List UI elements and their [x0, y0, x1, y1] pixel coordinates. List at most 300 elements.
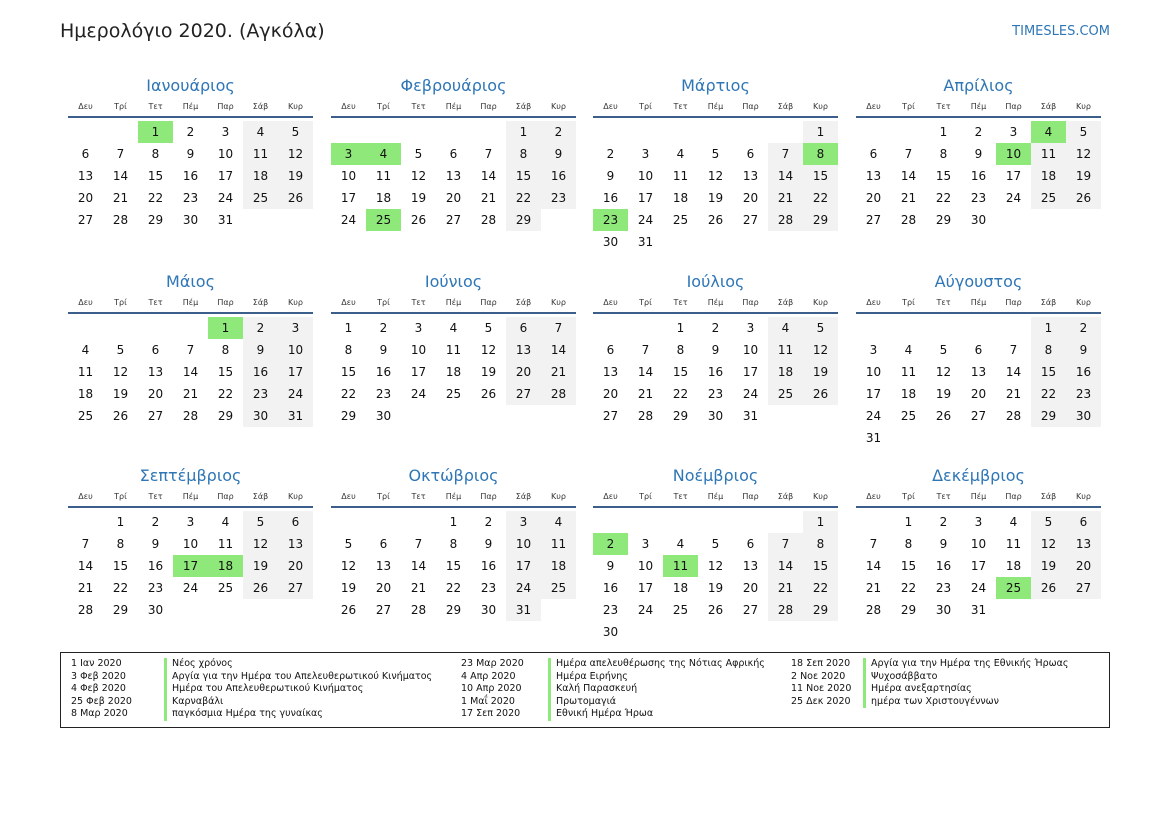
day-cell: 28 [182, 409, 199, 423]
day-cell: 25 [541, 577, 576, 599]
weekday-label: Δευ [78, 298, 93, 307]
day-cell: 11 [672, 169, 689, 183]
empty-cell [663, 121, 698, 143]
day-cell: 6 [746, 147, 755, 161]
day-cell: 1 [803, 121, 838, 143]
weekday-label: Κυρ [288, 492, 303, 501]
day-cell: 9 [243, 339, 278, 361]
empty-cell [331, 511, 366, 533]
day-cell: 18 [768, 361, 803, 383]
holiday-name: Αργία για την Ημέρα του Απελευθερωτικού Κινήματος [164, 671, 432, 684]
day-cell: 19 [112, 387, 129, 401]
empty-cell [366, 121, 401, 143]
day-cell: 27 [742, 213, 759, 227]
day-cell: 10 [742, 343, 759, 357]
day-cell: 20 [1066, 555, 1101, 577]
day-cell: 9 [606, 559, 615, 573]
day-cell: 19 [1066, 165, 1101, 187]
empty-cell [926, 317, 961, 339]
day-cell: 28 [77, 603, 94, 617]
holiday-day: 1 [138, 121, 173, 143]
day-cell: 17 [217, 169, 234, 183]
month-name: Σεπτέμβριος [139, 466, 242, 485]
day-cell: 7 [869, 537, 878, 551]
day-cell: 5 [278, 121, 313, 143]
days-grid [331, 121, 576, 231]
day-cell: 18 [900, 387, 917, 401]
day-cell: 21 [900, 191, 917, 205]
day-cell: 1 [904, 515, 913, 529]
day-cell: 11 [541, 533, 576, 555]
weekday-label: Πέμ [182, 298, 199, 307]
day-cell: 3 [641, 537, 650, 551]
day-cell: 11 [375, 169, 392, 183]
day-cell: 4 [221, 515, 230, 529]
day-cell: 3 [641, 147, 650, 161]
days-grid [593, 121, 838, 253]
empty-cell [593, 121, 628, 143]
day-cell: 26 [707, 603, 724, 617]
weekday-label: Πέμ [182, 492, 199, 501]
day-cell: 21 [112, 191, 129, 205]
empty-cell [628, 511, 663, 533]
empty-cell [68, 317, 103, 339]
day-cell: 20 [602, 387, 619, 401]
days-grid [331, 317, 576, 427]
empty-cell [593, 511, 628, 533]
weekday-label: Τετ [936, 298, 951, 307]
day-cell: 12 [1066, 143, 1101, 165]
day-cell: 29 [803, 599, 838, 621]
month-block [331, 467, 576, 621]
day-cell: 17 [506, 555, 541, 577]
day-cell: 30 [970, 213, 987, 227]
weekday-label: Τετ [411, 492, 426, 501]
weekday-header [856, 488, 1101, 508]
day-cell: 26 [112, 409, 129, 423]
month-name: Ιανουάριος [146, 76, 235, 95]
day-cell: 13 [506, 339, 541, 361]
empty-cell [856, 317, 891, 339]
empty-cell [366, 511, 401, 533]
day-cell: 19 [480, 365, 497, 379]
day-cell: 4 [768, 317, 803, 339]
day-cell: 8 [1031, 339, 1066, 361]
day-cell: 29 [935, 213, 952, 227]
day-cell: 29 [803, 209, 838, 231]
day-cell: 14 [541, 339, 576, 361]
day-cell: 30 [480, 603, 497, 617]
weekday-label: Δευ [341, 492, 356, 501]
day-cell: 10 [217, 147, 234, 161]
weekday-label: Παρ [1005, 102, 1022, 111]
day-cell: 31 [742, 409, 759, 423]
day-cell: 30 [182, 213, 199, 227]
day-cell: 6 [506, 317, 541, 339]
month-name: Απρίλιος [943, 76, 1014, 95]
weekday-label: Παρ [480, 298, 497, 307]
day-cell: 20 [865, 191, 882, 205]
day-cell: 5 [711, 537, 720, 551]
holiday-name: Πρωτομαγιά [548, 696, 616, 709]
day-cell: 30 [147, 603, 164, 617]
weekday-label: Δευ [78, 492, 93, 501]
day-cell: 5 [711, 147, 720, 161]
month-block [68, 467, 313, 621]
day-cell: 30 [243, 405, 278, 427]
day-cell: 20 [77, 191, 94, 205]
day-cell: 23 [147, 581, 164, 595]
day-cell: 28 [541, 383, 576, 405]
weekday-header [331, 488, 576, 508]
weekday-label: Τρί [639, 298, 652, 307]
holiday-name: Καλή Παρασκευή [548, 683, 637, 696]
empty-cell [68, 511, 103, 533]
empty-cell [331, 121, 366, 143]
day-cell: 16 [602, 191, 619, 205]
weekday-label: Δευ [866, 298, 881, 307]
weekday-label: Δευ [603, 492, 618, 501]
day-cell: 23 [602, 603, 619, 617]
month-name: Ιούλιος [686, 272, 745, 291]
day-cell: 3 [869, 343, 878, 357]
day-cell: 2 [606, 147, 615, 161]
holiday-day: 4 [1031, 121, 1066, 143]
day-cell: 6 [1066, 511, 1101, 533]
weekday-label: Παρ [1005, 492, 1022, 501]
weekday-label: Πέμ [970, 298, 987, 307]
day-cell: 29 [340, 409, 357, 423]
day-cell: 5 [116, 343, 125, 357]
day-cell: 11 [445, 343, 462, 357]
day-cell: 20 [445, 191, 462, 205]
day-cell: 2 [974, 125, 983, 139]
day-cell: 12 [278, 143, 313, 165]
day-cell: 19 [340, 581, 357, 595]
day-cell: 17 [970, 559, 987, 573]
holiday-date: 3 Φεβ 2020 [71, 670, 126, 682]
holiday-date: 17 Σεπ 2020 [461, 708, 521, 719]
day-cell: 24 [637, 213, 654, 227]
day-cell: 13 [77, 169, 94, 183]
weekday-label: Σάβ [777, 298, 794, 307]
day-cell: 9 [939, 537, 948, 551]
empty-cell [68, 121, 103, 143]
day-cell: 17 [1005, 169, 1022, 183]
day-cell: 26 [707, 213, 724, 227]
day-cell: 24 [506, 577, 541, 599]
day-cell: 19 [707, 581, 724, 595]
holiday-date: 2 Νοε 2020 [791, 670, 846, 682]
day-cell: 30 [602, 235, 619, 249]
day-cell: 19 [935, 387, 952, 401]
day-cell: 2 [939, 515, 948, 529]
holiday-name: Ημέρα απελευθέρωσης της Νότιας Αφρικής [548, 658, 765, 671]
day-cell: 8 [116, 537, 125, 551]
weekday-label: Τρί [377, 298, 390, 307]
weekday-label: Πέμ [445, 102, 462, 111]
day-cell: 16 [375, 365, 392, 379]
day-cell: 25 [672, 603, 689, 617]
day-cell: 7 [116, 147, 125, 161]
weekday-label: Κυρ [1076, 492, 1091, 501]
holiday-name: Ημέρα του Απελευθερωτικού Κινήματος [164, 683, 363, 696]
holiday-name: Αργία για την Ημέρα της Εθνικής Ήρωας [863, 658, 1068, 671]
weekday-label: Τετ [936, 102, 951, 111]
day-cell: 10 [340, 169, 357, 183]
empty-cell [891, 121, 926, 143]
day-cell: 11 [900, 365, 917, 379]
day-cell: 18 [77, 387, 94, 401]
empty-cell [733, 511, 768, 533]
day-cell: 28 [637, 409, 654, 423]
day-cell: 3 [278, 317, 313, 339]
weekday-label: Πέμ [707, 102, 724, 111]
day-cell: 20 [742, 581, 759, 595]
day-cell: 14 [112, 169, 129, 183]
weekday-label: Κυρ [813, 492, 828, 501]
day-cell: 6 [449, 147, 458, 161]
weekday-label: Τετ [673, 102, 688, 111]
day-cell: 16 [541, 165, 576, 187]
day-cell: 13 [445, 169, 462, 183]
holiday-day: 1 [208, 317, 243, 339]
holiday-day: 18 [208, 555, 243, 577]
day-cell: 14 [865, 559, 882, 573]
day-cell: 8 [221, 343, 230, 357]
day-cell: 28 [768, 209, 803, 231]
day-cell: 11 [217, 537, 234, 551]
days-grid [593, 511, 838, 643]
holiday-day: 8 [803, 143, 838, 165]
weekday-label: Παρ [480, 492, 497, 501]
day-cell: 29 [147, 213, 164, 227]
day-cell: 25 [445, 387, 462, 401]
weekday-label: Πέμ [445, 298, 462, 307]
day-cell: 9 [541, 143, 576, 165]
day-cell: 22 [1031, 383, 1066, 405]
weekday-label: Τρί [377, 102, 390, 111]
weekday-label: Τρί [114, 492, 127, 501]
day-cell: 24 [637, 603, 654, 617]
day-cell: 19 [707, 191, 724, 205]
day-cell: 10 [278, 339, 313, 361]
weekday-header [68, 294, 313, 314]
day-cell: 12 [243, 533, 278, 555]
weekday-label: Δευ [603, 298, 618, 307]
day-cell: 13 [742, 559, 759, 573]
day-cell: 7 [641, 343, 650, 357]
day-cell: 11 [1005, 537, 1022, 551]
day-cell: 14 [182, 365, 199, 379]
day-cell: 12 [112, 365, 129, 379]
empty-cell [173, 317, 208, 339]
day-cell: 1 [939, 125, 948, 139]
day-cell: 6 [379, 537, 388, 551]
day-cell: 30 [602, 625, 619, 639]
day-cell: 4 [449, 321, 458, 335]
day-cell: 9 [484, 537, 493, 551]
weekday-header [593, 488, 838, 508]
day-cell: 8 [904, 537, 913, 551]
day-cell: 26 [480, 387, 497, 401]
weekday-label: Τετ [148, 298, 163, 307]
weekday-label: Κυρ [551, 298, 566, 307]
day-cell: 25 [672, 213, 689, 227]
day-cell: 15 [340, 365, 357, 379]
day-cell: 16 [707, 365, 724, 379]
day-cell: 22 [340, 387, 357, 401]
empty-cell [698, 511, 733, 533]
empty-cell [436, 121, 471, 143]
day-cell: 4 [243, 121, 278, 143]
empty-cell [401, 511, 436, 533]
weekday-label: Δευ [603, 102, 618, 111]
day-cell: 11 [1031, 143, 1066, 165]
weekday-label: Πέμ [970, 102, 987, 111]
day-cell: 21 [768, 187, 803, 209]
day-cell: 6 [869, 147, 878, 161]
day-cell: 3 [186, 515, 195, 529]
day-cell: 23 [375, 387, 392, 401]
month-name: Οκτώβριος [408, 466, 499, 485]
day-cell: 10 [637, 169, 654, 183]
day-cell: 4 [1009, 515, 1018, 529]
day-cell: 6 [746, 537, 755, 551]
holiday-day: 25 [366, 209, 401, 231]
day-cell: 14 [410, 559, 427, 573]
day-cell: 8 [939, 147, 948, 161]
day-cell: 31 [865, 431, 882, 445]
day-cell: 29 [506, 209, 541, 231]
day-cell: 22 [935, 191, 952, 205]
day-cell: 1 [506, 121, 541, 143]
month-block [593, 77, 838, 253]
day-cell: 30 [707, 409, 724, 423]
day-cell: 16 [480, 559, 497, 573]
day-cell: 21 [410, 581, 427, 595]
day-cell: 3 [974, 515, 983, 529]
weekday-label: Τρί [639, 492, 652, 501]
day-cell: 4 [676, 147, 685, 161]
holiday-date: 8 Μαρ 2020 [71, 708, 128, 719]
day-cell: 27 [970, 409, 987, 423]
weekday-label: Δευ [341, 298, 356, 307]
day-cell: 24 [970, 581, 987, 595]
holiday-day: 10 [996, 143, 1031, 165]
weekday-label: Παρ [217, 102, 234, 111]
day-cell: 2 [186, 125, 195, 139]
day-cell: 3 [746, 321, 755, 335]
weekday-header [593, 98, 838, 118]
day-cell: 3 [506, 511, 541, 533]
weekday-label: Κυρ [813, 298, 828, 307]
day-cell: 12 [803, 339, 838, 361]
day-cell: 29 [672, 409, 689, 423]
day-cell: 23 [970, 191, 987, 205]
weekday-label: Τετ [673, 492, 688, 501]
day-cell: 17 [637, 581, 654, 595]
day-cell: 14 [768, 165, 803, 187]
day-cell: 22 [112, 581, 129, 595]
day-cell: 7 [904, 147, 913, 161]
site-link[interactable]: TIMESLES.COM [1012, 24, 1110, 39]
holiday-date: 23 Μαρ 2020 [461, 658, 524, 669]
day-cell: 15 [803, 165, 838, 187]
day-cell: 13 [865, 169, 882, 183]
day-cell: 14 [768, 555, 803, 577]
day-cell: 19 [410, 191, 427, 205]
days-grid [68, 511, 313, 621]
day-cell: 2 [541, 121, 576, 143]
day-cell: 22 [506, 187, 541, 209]
days-grid [68, 317, 313, 427]
weekday-label: Σάβ [1040, 102, 1057, 111]
day-cell: 2 [711, 321, 720, 335]
day-cell: 22 [147, 191, 164, 205]
day-cell: 10 [182, 537, 199, 551]
day-cell: 7 [541, 317, 576, 339]
day-cell: 13 [970, 365, 987, 379]
day-cell: 6 [151, 343, 160, 357]
day-cell: 4 [541, 511, 576, 533]
days-grid [331, 511, 576, 621]
day-cell: 21 [637, 387, 654, 401]
holiday-name: Ημέρα Ειρήνης [548, 671, 628, 684]
day-cell: 9 [606, 169, 615, 183]
day-cell: 19 [803, 361, 838, 383]
day-cell: 13 [742, 169, 759, 183]
day-cell: 10 [410, 343, 427, 357]
day-cell: 27 [865, 213, 882, 227]
holiday-date: 25 Φεβ 2020 [71, 695, 132, 707]
day-cell: 18 [541, 555, 576, 577]
day-cell: 1 [449, 515, 458, 529]
day-cell: 9 [151, 537, 160, 551]
holiday-date: 4 Απρ 2020 [461, 670, 516, 682]
day-cell: 5 [939, 343, 948, 357]
day-cell: 28 [900, 213, 917, 227]
day-cell: 15 [900, 559, 917, 573]
day-cell: 5 [414, 147, 423, 161]
holiday-day: 11 [663, 555, 698, 577]
day-cell: 18 [243, 165, 278, 187]
day-cell: 10 [506, 533, 541, 555]
day-cell: 6 [974, 343, 983, 357]
weekday-label: Δευ [341, 102, 356, 111]
day-cell: 21 [77, 581, 94, 595]
day-cell: 31 [278, 405, 313, 427]
day-cell: 15 [1031, 361, 1066, 383]
day-cell: 1 [803, 511, 838, 533]
weekday-label: Σάβ [252, 298, 269, 307]
day-cell: 15 [803, 555, 838, 577]
day-cell: 2 [243, 317, 278, 339]
weekday-label: Σάβ [515, 298, 532, 307]
month-block [331, 273, 576, 427]
month-block [68, 273, 313, 427]
weekday-label: Σάβ [252, 102, 269, 111]
day-cell: 18 [1005, 559, 1022, 573]
weekday-label: Παρ [742, 102, 759, 111]
day-cell: 23 [707, 387, 724, 401]
day-cell: 15 [147, 169, 164, 183]
empty-cell [593, 317, 628, 339]
day-cell: 23 [480, 581, 497, 595]
month-name: Αύγουστος [934, 272, 1023, 291]
day-cell: 5 [1031, 511, 1066, 533]
day-cell: 22 [803, 577, 838, 599]
